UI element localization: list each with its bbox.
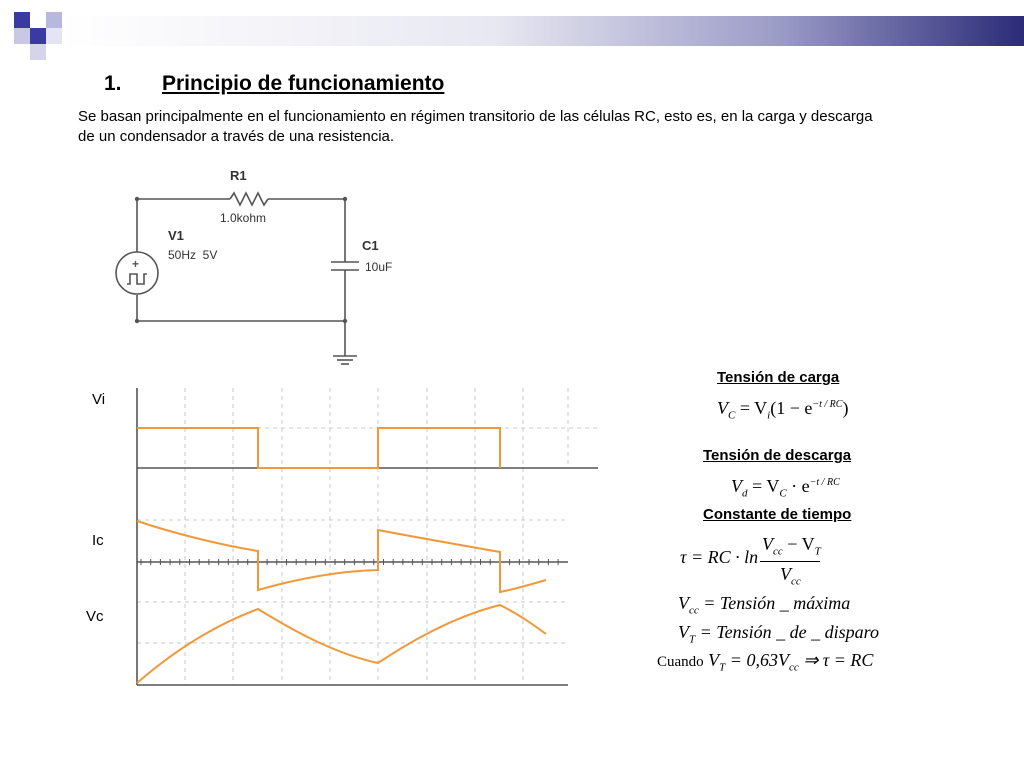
section-heading (104, 72, 444, 96)
intro-line: de un condensador a través de una resistencia. (78, 128, 395, 145)
header-square (46, 28, 62, 44)
ic-trace (137, 521, 546, 592)
square-wave-glyph (127, 274, 147, 284)
junction-dot (135, 319, 139, 323)
vcc-definition: $V_{cc}$ = Tensión _ máxima (678, 593, 851, 617)
junction-dot (343, 197, 347, 201)
resistor-name: R1 (230, 168, 247, 183)
header-square (46, 12, 62, 28)
ic-axis-ticks (141, 559, 558, 565)
fraction-bar (760, 561, 820, 562)
descarga-heading: Tensión de descarga (703, 447, 852, 464)
section-title: Principio de funcionamiento (162, 72, 445, 95)
source-value: 50Hz 5V (168, 248, 218, 262)
vc-label: Vc (86, 608, 104, 625)
header-gradient-bar (60, 16, 1024, 46)
cuando-condition: Cuando $V_T = 0,63V_{cc}$ ⇒ τ = RC (657, 650, 874, 674)
descarga-formula: $V_d = V_C \cdot e^{-t / RC}$ (731, 476, 840, 500)
junction-dot (135, 197, 139, 201)
tiempo-heading: Constante de tiempo (703, 506, 852, 523)
header-decoration (0, 0, 1024, 70)
vi-trace (137, 428, 500, 468)
intro-line: Se basan principalmente en el funcionamiento en régimen transitorio de las células RC, esto es, en la carga y descarga (78, 108, 873, 125)
source-name: V1 (168, 228, 184, 243)
tau-denominator: $V_{cc}$ (780, 564, 801, 588)
vi-label: Vi (92, 391, 106, 408)
carga-formula: $V_C = V_i(1 - e^{-t / RC})$ (717, 398, 849, 422)
ic-label: Ic (92, 532, 104, 549)
tau-lhs: τ = RC · ln (680, 547, 759, 567)
header-square (14, 12, 30, 28)
header-square (14, 28, 30, 44)
intro-paragraph (78, 107, 958, 147)
tau-numerator: $V_{cc} - V_T$ (762, 534, 821, 558)
header-square (30, 44, 46, 60)
section-number: 1. (104, 72, 122, 95)
voltage-source-circle (116, 252, 158, 294)
capacitor-value: 10uF (365, 260, 393, 274)
header-square (30, 28, 46, 44)
plus-sign: + (132, 257, 140, 271)
resistor-value: 1.0kohm (220, 211, 267, 225)
junction-dot (343, 319, 347, 323)
capacitor-name: C1 (362, 238, 379, 253)
resistor-symbol (230, 193, 268, 205)
carga-heading: Tensión de carga (717, 369, 840, 386)
vt-definition: $V_T$ = Tensión _ de _ disparo (678, 622, 879, 646)
vc-trace (137, 605, 546, 683)
